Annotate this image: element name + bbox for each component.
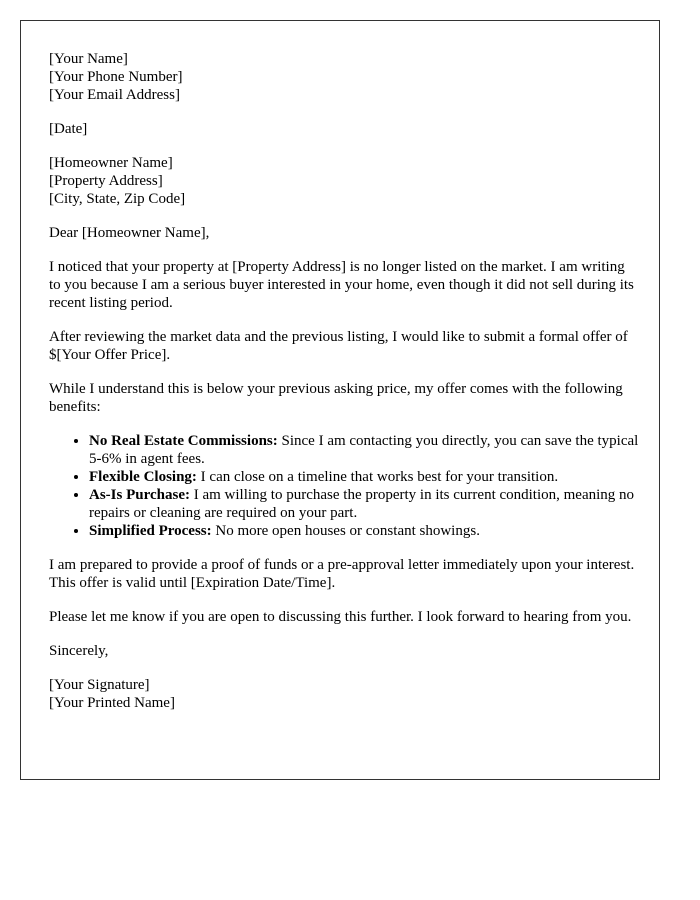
letter-body bbox=[49, 50, 639, 728]
printed-name: [Your Printed Name] bbox=[49, 695, 175, 711]
benefits-list bbox=[49, 432, 639, 540]
benefit-text: I am willing to purchase the property in its current condition, meaning no repairs or cleaning are required on your part. bbox=[89, 487, 635, 521]
intro-paragraph: I noticed that your property at [Property Address] is no longer listed on the market. I am writing to you because I am a serious buyer interested in your home, even though it did not sell during its recent listing period. bbox=[49, 259, 634, 311]
recipient-city-state-zip: [City, State, Zip Code] bbox=[49, 191, 186, 207]
benefit-item bbox=[89, 432, 639, 468]
benefit-item bbox=[89, 486, 639, 522]
benefit-item bbox=[89, 468, 639, 486]
closing-remark-paragraph: Please let me know if you are open to discussing this further. I look forward to hearing from you. bbox=[49, 609, 632, 625]
recipient-address: [Property Address] bbox=[49, 173, 163, 189]
offer-paragraph: After reviewing the market data and the previous listing, I would like to submit a formal offer of $[Your Offer Price]. bbox=[49, 329, 628, 363]
sender-phone: [Your Phone Number] bbox=[49, 69, 183, 85]
signature-block bbox=[49, 676, 639, 712]
sender-email: [Your Email Address] bbox=[49, 87, 180, 103]
benefit-title: Flexible Closing: bbox=[89, 469, 197, 485]
benefit-title: As-Is Purchase: bbox=[89, 487, 190, 503]
closing: Sincerely, bbox=[49, 643, 109, 659]
benefit-text: I can close on a timeline that works best for your transition. bbox=[196, 469, 559, 485]
benefits-intro-paragraph: While I understand this is below your previous asking price, my offer comes with the following benefits: bbox=[49, 381, 623, 415]
proof-paragraph: I am prepared to provide a proof of funds or a pre-approval letter immediately upon your interest. This offer is valid until [Expiration Date/Time]. bbox=[49, 557, 635, 591]
letter-page bbox=[20, 20, 660, 780]
benefit-item bbox=[89, 522, 639, 540]
date-block bbox=[49, 120, 639, 138]
letter-date: [Date] bbox=[49, 121, 88, 137]
signature-line: [Your Signature] bbox=[49, 677, 150, 693]
salutation: Dear [Homeowner Name], bbox=[49, 225, 210, 241]
benefit-text: Since I am contacting you directly, you can save the typical 5-6% in agent fees. bbox=[89, 433, 639, 467]
benefit-text: No more open houses or constant showings. bbox=[211, 523, 480, 539]
sender-block bbox=[49, 50, 639, 104]
benefit-title: Simplified Process: bbox=[89, 523, 212, 539]
benefit-title: No Real Estate Commissions: bbox=[89, 433, 278, 449]
sender-name: [Your Name] bbox=[49, 51, 128, 67]
recipient-name: [Homeowner Name] bbox=[49, 155, 173, 171]
recipient-block bbox=[49, 154, 639, 208]
